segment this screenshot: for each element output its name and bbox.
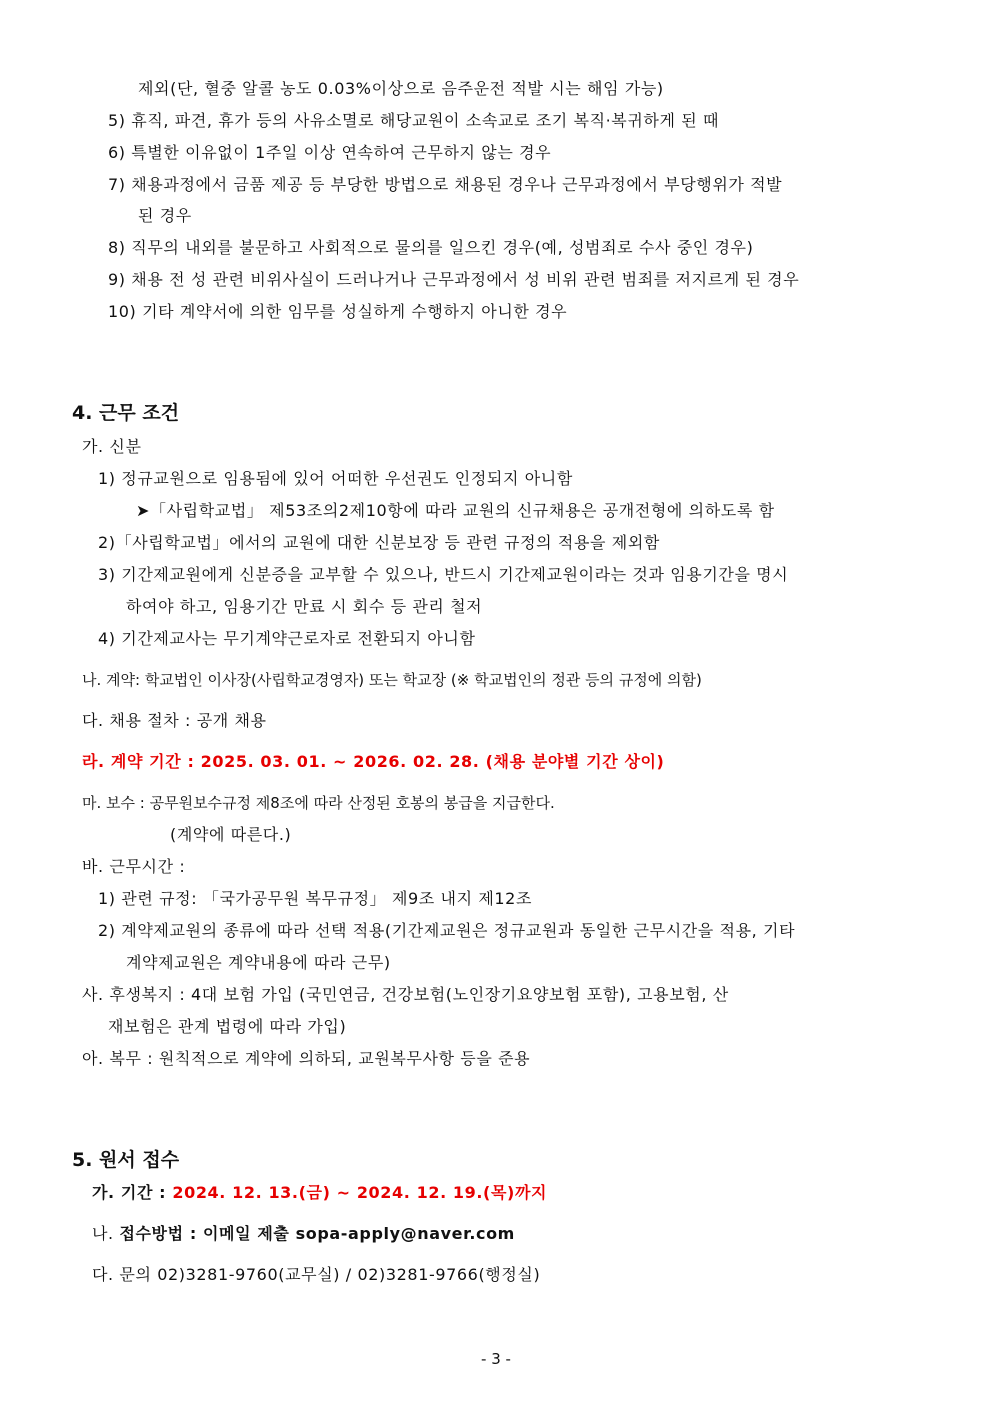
sec4-na: 나. 계약: 학교법인 이사장(사립학교경영자) 또는 학교장 (※ 학교법인의 정관 등의 규정에 의함) xyxy=(82,671,702,689)
sec5-da-contact: 다. 문의 02)3281-9760(교무실) / 02)3281-9766(행정실) xyxy=(92,1265,541,1284)
section-5-heading: 5. 원서 접수 xyxy=(72,1149,180,1171)
sec4-ra-contract-period: 라. 계약 기간 : 2025. 03. 01. ~ 2026. 02. 28. (채용 분야별 기간 상이) xyxy=(82,752,665,771)
page-number: - 3 - xyxy=(481,1350,511,1368)
sec4-ga-4: 4) 기간제교사는 무기계약근로자로 전환되지 아니함 xyxy=(98,629,476,648)
sec4-ba: 바. 근무시간 : xyxy=(82,857,186,876)
sec5-na-label: 나. xyxy=(92,1224,120,1243)
sec4-sa: 사. 후생복지 : 4대 보험 가입 (국민연금, 건강보험(노인장기요양보험 포함), 고용보험, 산 xyxy=(82,985,729,1004)
sec4-ga-1: 1) 정규교원으로 임용됨에 있어 어떠한 우선권도 인정되지 아니함 xyxy=(98,469,573,488)
sec4-ga-3: 3) 기간제교원에게 신분증을 교부할 수 있으나, 반드시 기간제교원이라는 것과 임용기간을 명시 xyxy=(98,565,789,584)
sec4-da: 다. 채용 절차 : 공개 채용 xyxy=(82,711,267,730)
list-item-8: 8) 직무의 내외를 불문하고 사회적으로 물의를 일으킨 경우(예, 성범죄로 수사 중인 경우) xyxy=(108,238,754,257)
list-item-9: 9) 채용 전 성 관련 비위사실이 드러나거나 근무과정에서 성 비위 관련 범죄를 저지르게 된 경우 xyxy=(108,270,800,289)
sec4-a: 아. 복무 : 원칙적으로 계약에 의하되, 교원복무사항 등을 준용 xyxy=(82,1049,531,1068)
sec4-ba-1: 1) 관련 규정: 「국가공무원 복무규정」 제9조 내지 제12조 xyxy=(98,889,533,908)
item4-continuation-text: 제외(단, 혈중 알콜 농도 0.03%이상으로 음주운전 적발 시는 해임 가능) xyxy=(138,79,664,98)
list-item-6: 6) 특별한 이유없이 1주일 이상 연속하여 근무하지 않는 경우 xyxy=(108,143,552,162)
sec4-ma-cont: (계약에 따른다.) xyxy=(170,825,292,844)
sec4-ma: 마. 보수 : 공무원보수규정 제8조에 따라 산정된 호봉의 봉급을 지급한다. xyxy=(82,794,555,812)
sec4-sa-cont: 재보험은 관계 법령에 따라 가입) xyxy=(108,1017,347,1036)
sec4-ba-2-cont: 계약제교원은 계약내용에 따라 근무) xyxy=(126,953,391,972)
sec4-ga-3-cont: 하여야 하고, 임용기간 만료 시 회수 등 관리 철저 xyxy=(126,597,483,616)
sec4-ga: 가. 신분 xyxy=(82,437,142,456)
list-item-10: 10) 기타 계약서에 의한 임무를 성실하게 수행하지 아니한 경우 xyxy=(108,302,568,321)
sec4-ga-2: 2)「사립학교법」에서의 교원에 대한 신분보장 등 관련 규정의 적용을 제외함 xyxy=(98,533,660,552)
sec4-ga-1-note: ➤「사립학교법」 제53조의2제10항에 따라 교원의 신규채용은 공개전형에 의하도록 함 xyxy=(136,501,775,520)
sec5-ga xyxy=(92,1182,547,1204)
sec5-na-method: 접수방법 : 이메일 제출 sopa-apply@naver.com xyxy=(119,1224,515,1243)
sec5-ga-period: 2024. 12. 13.(금) ~ 2024. 12. 19.(목)까지 xyxy=(172,1183,548,1202)
sec5-ga-label: 가. 기간 : xyxy=(92,1183,173,1202)
sec5-na xyxy=(92,1223,515,1245)
sec4-ba-2: 2) 계약제교원의 종류에 따라 선택 적용(기간제교원은 정규교원과 동일한 근무시간을 적용, 기타 xyxy=(98,921,796,940)
list-item-7: 7) 채용과정에서 금품 제공 등 부당한 방법으로 채용된 경우나 근무과정에서 부당행위가 적발 xyxy=(108,175,783,194)
list-item-7-cont: 된 경우 xyxy=(138,206,192,225)
list-item-5: 5) 휴직, 파견, 휴가 등의 사유소멸로 해당교원이 소속교로 조기 복직·복귀하게 된 때 xyxy=(108,111,720,130)
section-4-heading: 4. 근무 조건 xyxy=(72,402,180,424)
